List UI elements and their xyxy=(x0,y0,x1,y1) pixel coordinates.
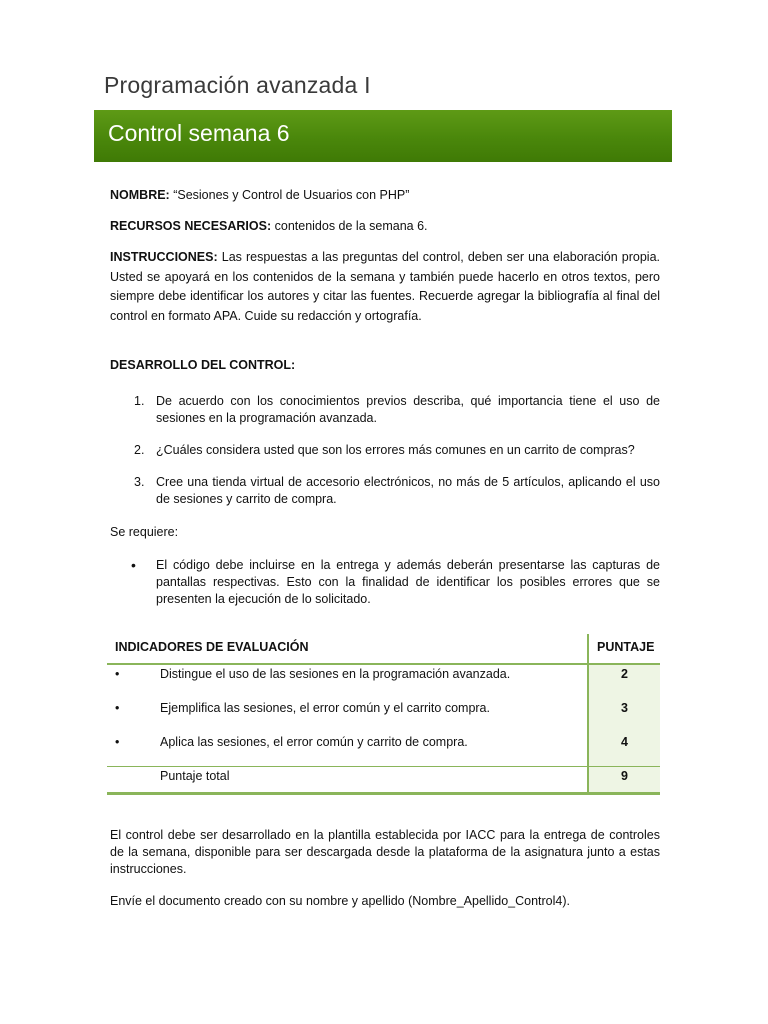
indicator-header: INDICADORES DE EVALUACIÓN xyxy=(115,640,309,654)
requiere-text: El código debe incluirse en la entrega y además deberán presentarse las capturas de pantallas respectivas. Esto con la finalidad de identificar los posibles errores que se presenten la ejecución de lo solicitado. xyxy=(156,558,660,606)
question-item-2 xyxy=(110,442,660,459)
header-rule xyxy=(107,663,660,665)
indicator-text: Distingue el uso de las sesiones en la programación avanzada. xyxy=(160,667,511,681)
question-item-3 xyxy=(110,474,660,508)
total-rule xyxy=(107,766,660,767)
instrucciones-paragraph xyxy=(110,248,660,326)
question-text: ¿Cuáles considera usted que son los errores más comunes en un carrito de compras? xyxy=(156,443,635,457)
score-header: PUNTAJE xyxy=(597,640,655,654)
footer-paragraph-2: Envíe el documento creado con su nombre y apellido (Nombre_Apellido_Control4). xyxy=(110,894,570,908)
recursos-value: contenidos de la semana 6. xyxy=(274,219,428,233)
bullet-icon: • xyxy=(115,701,120,715)
nombre-value: “Sesiones y Control de Usuarios con PHP” xyxy=(173,188,410,202)
bottom-rule xyxy=(107,792,660,795)
question-number: 3. xyxy=(134,475,145,489)
requiere-heading: Se requiere: xyxy=(110,525,179,539)
indicator-text: Aplica las sesiones, el error común y carrito de compra. xyxy=(160,735,468,749)
question-text: Cree una tienda virtual de accesorio electrónicos, no más de 5 artículos, aplicando el uso de sesiones y carrito de compra. xyxy=(156,475,660,506)
question-number: 2. xyxy=(134,443,145,457)
bullet-icon: • xyxy=(115,735,120,749)
recursos-line xyxy=(110,217,660,236)
footer-paragraph-1: El control debe ser desarrollado en la plantilla establecida por IACC para la entrega de controles de la semana, disponible para ser descargada desde la plataforma de la asignatura junto a estas instrucciones. xyxy=(110,828,660,876)
question-text: De acuerdo con los conocimientos previos describa, qué importancia tiene el uso de sesiones en la programación avanzada. xyxy=(156,394,660,425)
total-label: Puntaje total xyxy=(160,769,230,783)
instrucciones-value: Las respuestas a las preguntas del control, deben ser una elaboración propia. Usted se apoyará en los contenidos de la semana y también puede hacerlo en otros textos, pero siempre debe identificar los autores y citar las fuentes. Recuerde agregar la bibliografía al final del control en formato APA. Cuide su redacción y ortografía. xyxy=(110,250,660,323)
course-title: Programación avanzada I xyxy=(104,72,371,98)
question-number: 1. xyxy=(134,394,145,408)
nombre-line xyxy=(110,186,660,205)
bullet-icon: • xyxy=(115,667,120,681)
indicator-score: 3 xyxy=(621,701,628,715)
indicator-score: 2 xyxy=(621,667,628,681)
banner-title: Control semana 6 xyxy=(108,120,290,146)
requiere-bullet-item xyxy=(110,557,660,608)
total-score: 9 xyxy=(621,769,628,783)
indicator-text: Ejemplifica las sesiones, el error común y el carrito compra. xyxy=(160,701,490,715)
desarrollo-heading: DESARROLLO DEL CONTROL: xyxy=(110,358,296,372)
bullet-icon: • xyxy=(131,557,136,573)
question-item-1 xyxy=(110,393,660,427)
recursos-label: RECURSOS NECESARIOS: xyxy=(110,219,272,233)
evaluation-table xyxy=(107,634,660,796)
nombre-label: NOMBRE: xyxy=(110,188,170,202)
title-banner xyxy=(94,110,672,162)
instrucciones-label: INSTRUCCIONES: xyxy=(110,250,218,264)
indicator-score: 4 xyxy=(621,735,628,749)
